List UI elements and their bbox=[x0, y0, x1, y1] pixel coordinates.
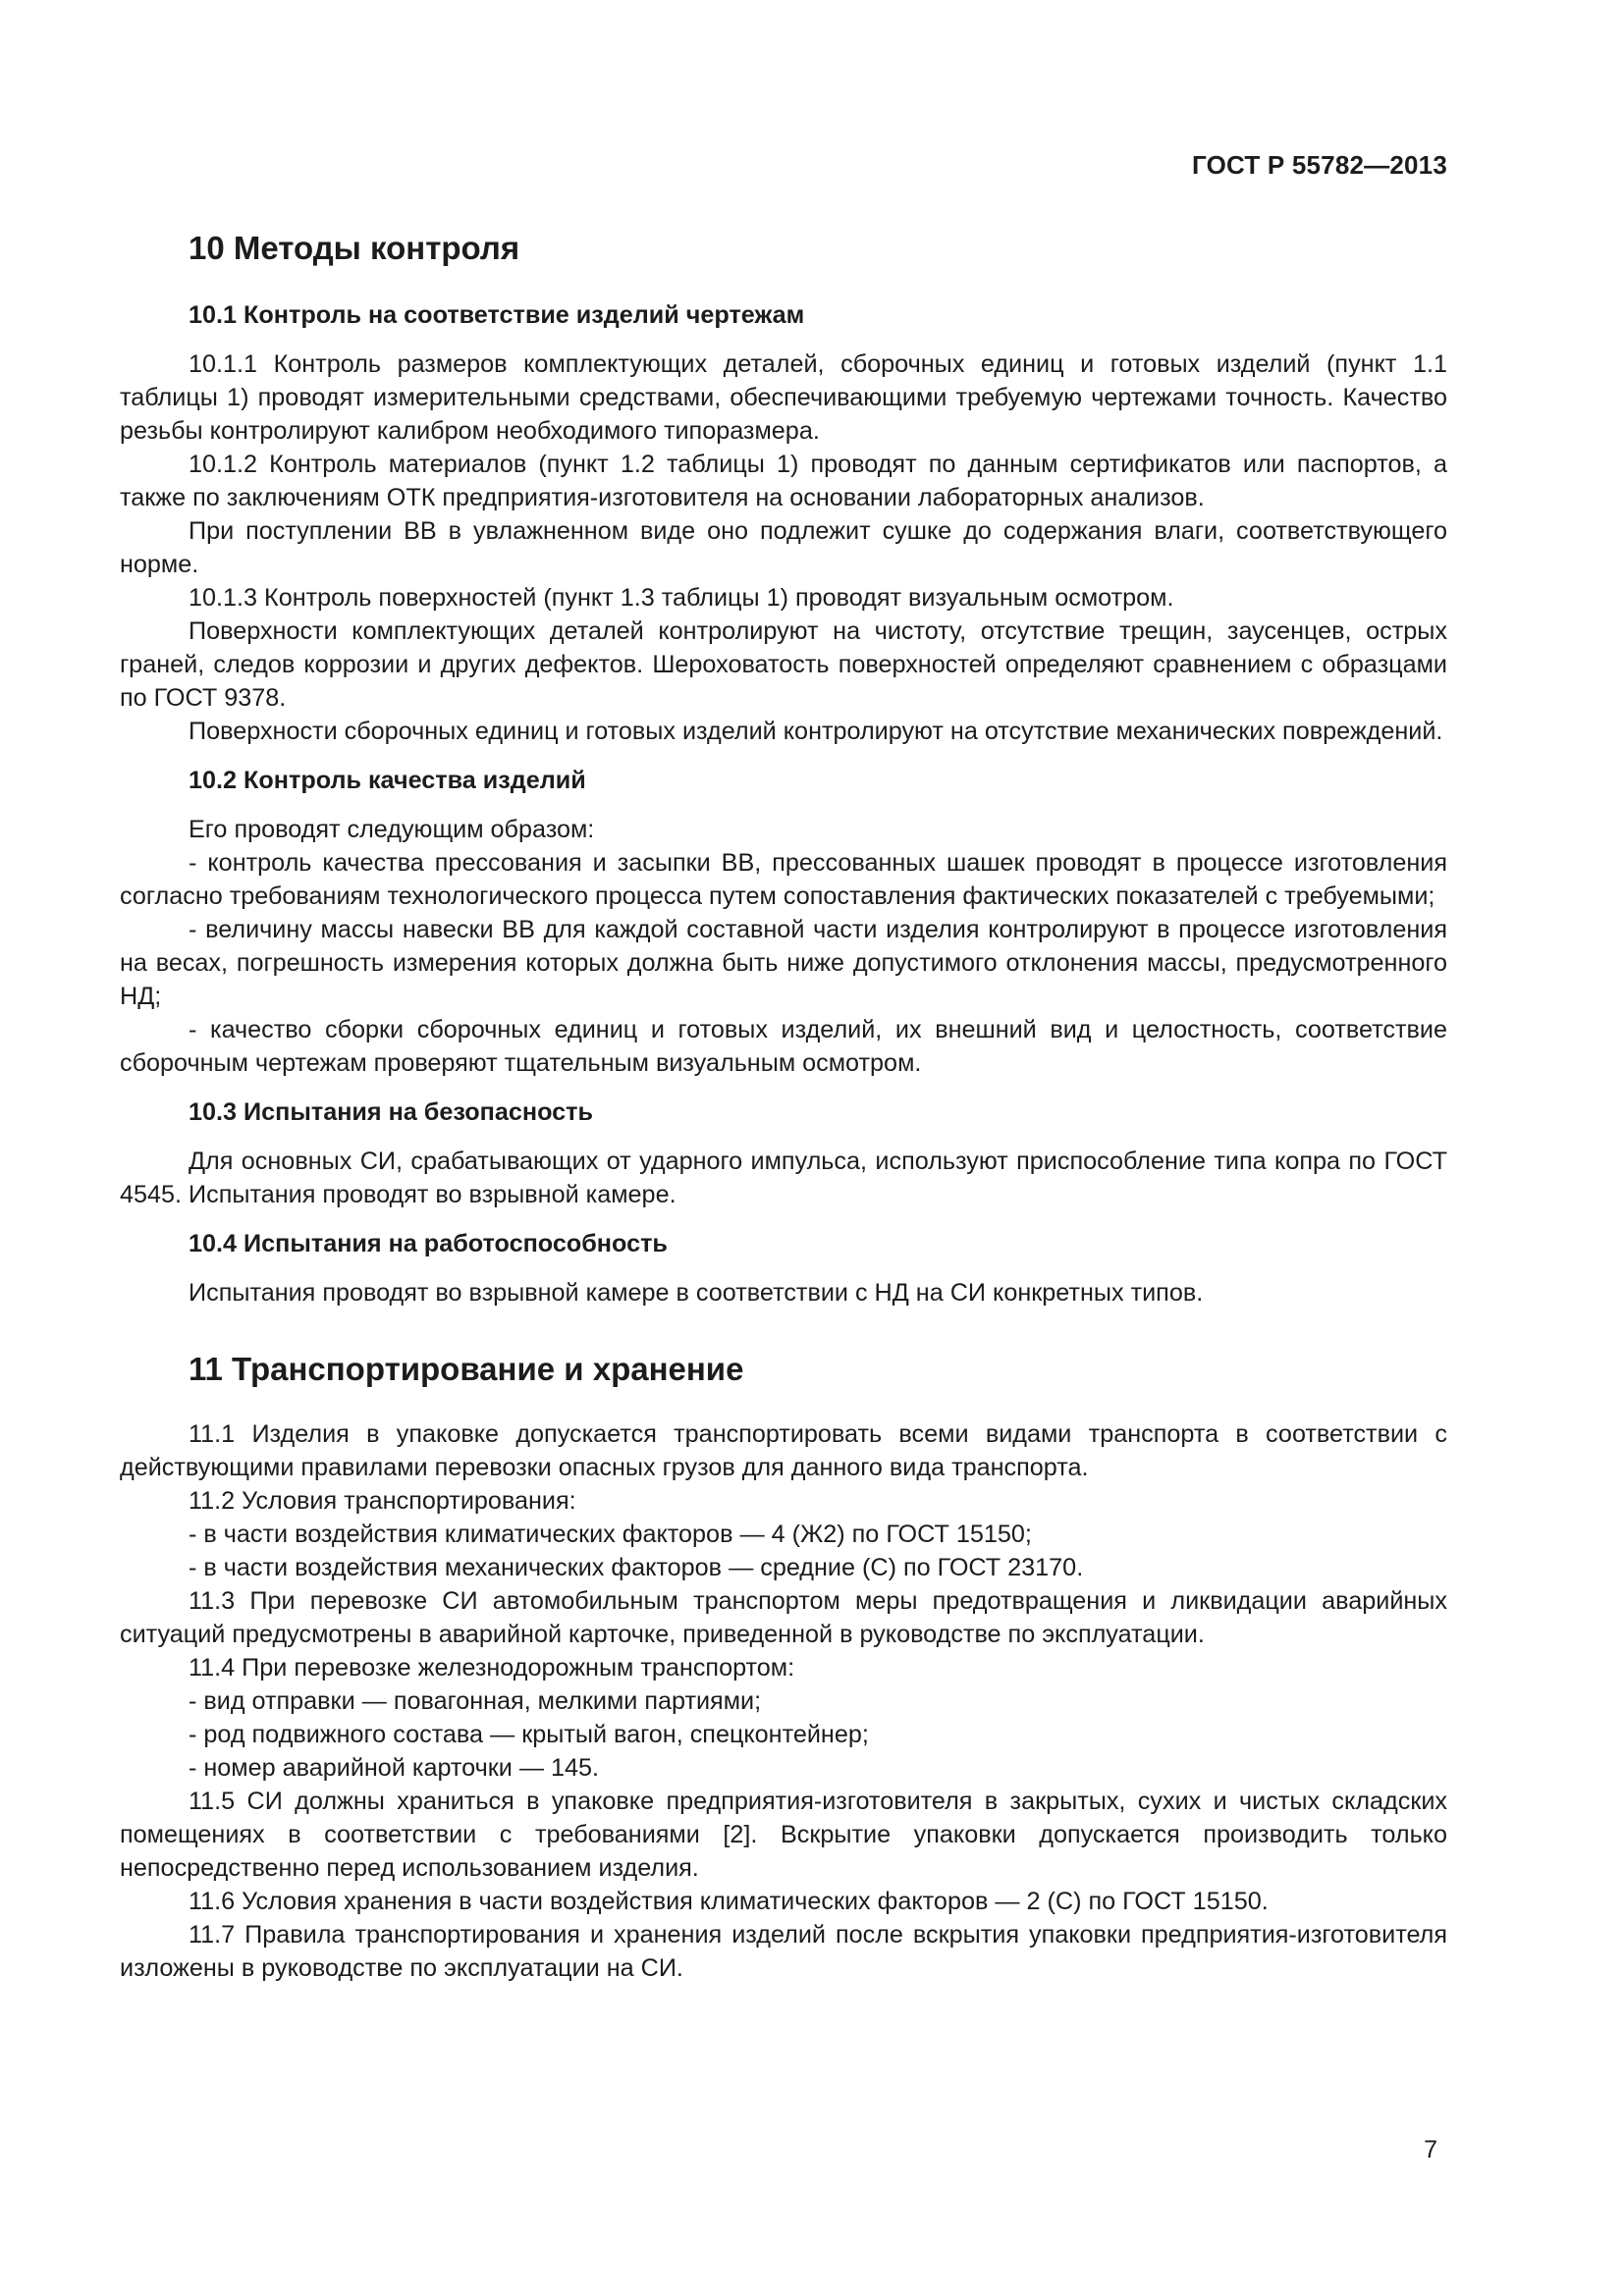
section-title-11: 11 Транспортирование и хранение bbox=[189, 1351, 744, 1387]
list-item: - величину массы навески ВВ для каждой составной части изделия контролируют в процессе изготовления на весах, погрешность измерения которых должна быть ниже допустимого отклонения массы, предусмотренного НД; bbox=[120, 916, 1447, 1010]
paragraph: 10.1.3 Контроль поверхностей (пункт 1.3 таблицы 1) проводят визуальным осмотром. bbox=[189, 584, 1174, 612]
paragraph: 11.6 Условия хранения в части воздействия климатических факторов — 2 (С) по ГОСТ 15150. bbox=[189, 1888, 1269, 1915]
subsection-title-10-4: 10.4 Испытания на работоспособность bbox=[189, 1230, 668, 1257]
paragraph: Поверхности сборочных единиц и готовых изделий контролируют на отсутствие механических повреждений. bbox=[189, 718, 1443, 745]
paragraph: Поверхности комплектующих деталей контролируют на чистоту, отсутствие трещин, заусенцев, острых граней, следов коррозии и других дефектов. Шероховатость поверхностей определяют сравнением с образцами по ГОСТ 9378. bbox=[120, 617, 1447, 712]
list-item: - в части воздействия механических факторов — средние (С) по ГОСТ 23170. bbox=[189, 1554, 1084, 1581]
page-content bbox=[120, 228, 1447, 1985]
paragraph: 11.7 Правила транспортирования и хранения изделий после вскрытия упаковки предприятия-изготовителя изложены в руководстве по эксплуатации на СИ. bbox=[120, 1921, 1447, 1982]
document-code: ГОСТ Р 55782—2013 bbox=[1192, 150, 1447, 180]
page-number: 7 bbox=[1424, 2136, 1437, 2163]
paragraph: Для основных СИ, срабатывающих от ударного импульса, используют приспособление типа копра по ГОСТ 4545. Испытания проводят во взрывной камере. bbox=[120, 1148, 1447, 1208]
list-item: - род подвижного состава — крытый вагон, спецконтейнер; bbox=[189, 1721, 869, 1748]
list-item: - в части воздействия климатических факторов — 4 (Ж2) по ГОСТ 15150; bbox=[189, 1521, 1032, 1548]
section-title-10: 10 Методы контроля bbox=[189, 230, 520, 266]
paragraph: 11.3 При перевозке СИ автомобильным транспортом меры предотвращения и ликвидации аварийных ситуаций предусмотрены в аварийной карточке, приведенной в руководстве по эксплуатации. bbox=[120, 1587, 1447, 1648]
paragraph: 10.1.1 Контроль размеров комплектующих деталей, сборочных единиц и готовых изделий (пункт 1.1 таблицы 1) проводят измерительными средствами, обеспечивающими требуемую чертежами точность. Качество резьбы контролируют калибром необходимого типоразмера. bbox=[120, 350, 1447, 445]
subsection-title-10-1: 10.1 Контроль на соответствие изделий чертежам bbox=[189, 301, 805, 329]
paragraph: Его проводят следующим образом: bbox=[189, 816, 595, 843]
paragraph: Испытания проводят во взрывной камере в соответствии с НД на СИ конкретных типов. bbox=[189, 1279, 1204, 1307]
subsection-title-10-3: 10.3 Испытания на безопасность bbox=[189, 1098, 593, 1126]
paragraph: 11.2 Условия транспортирования: bbox=[189, 1487, 576, 1515]
paragraph: 11.4 При перевозке железнодорожным транспортом: bbox=[189, 1654, 795, 1682]
list-item: - качество сборки сборочных единиц и готовых изделий, их внешний вид и целостность, соответствие сборочным чертежам проверяют тщательным визуальным осмотром. bbox=[120, 1016, 1447, 1077]
paragraph: 10.1.2 Контроль материалов (пункт 1.2 таблицы 1) проводят по данным сертификатов или паспортов, а также по заключениям ОТК предприятия-изготовителя на основании лабораторных анализов. bbox=[120, 451, 1447, 511]
list-item: - контроль качества прессования и засыпки ВВ, прессованных шашек проводят в процессе изготовления согласно требованиям технологического процесса путем сопоставления фактических показателей с требуемыми; bbox=[120, 849, 1447, 910]
list-item: - номер аварийной карточки — 145. bbox=[189, 1754, 600, 1782]
subsection-title-10-2: 10.2 Контроль качества изделий bbox=[189, 767, 586, 794]
paragraph: 11.1 Изделия в упаковке допускается транспортировать всеми видами транспорта в соответствии с действующими правилами перевозки опасных грузов для данного вида транспорта. bbox=[120, 1420, 1447, 1481]
paragraph: При поступлении ВВ в увлажненном виде оно подлежит сушке до содержания влаги, соответствующего норме. bbox=[120, 517, 1447, 578]
list-item: - вид отправки — повагонная, мелкими партиями; bbox=[189, 1687, 762, 1715]
paragraph: 11.5 СИ должны храниться в упаковке предприятия-изготовителя в закрытых, сухих и чистых складских помещениях в соответствии с требованиями [2]. Вскрытие упаковки допускается производить только непосредственно перед использованием изделия. bbox=[120, 1788, 1447, 1882]
